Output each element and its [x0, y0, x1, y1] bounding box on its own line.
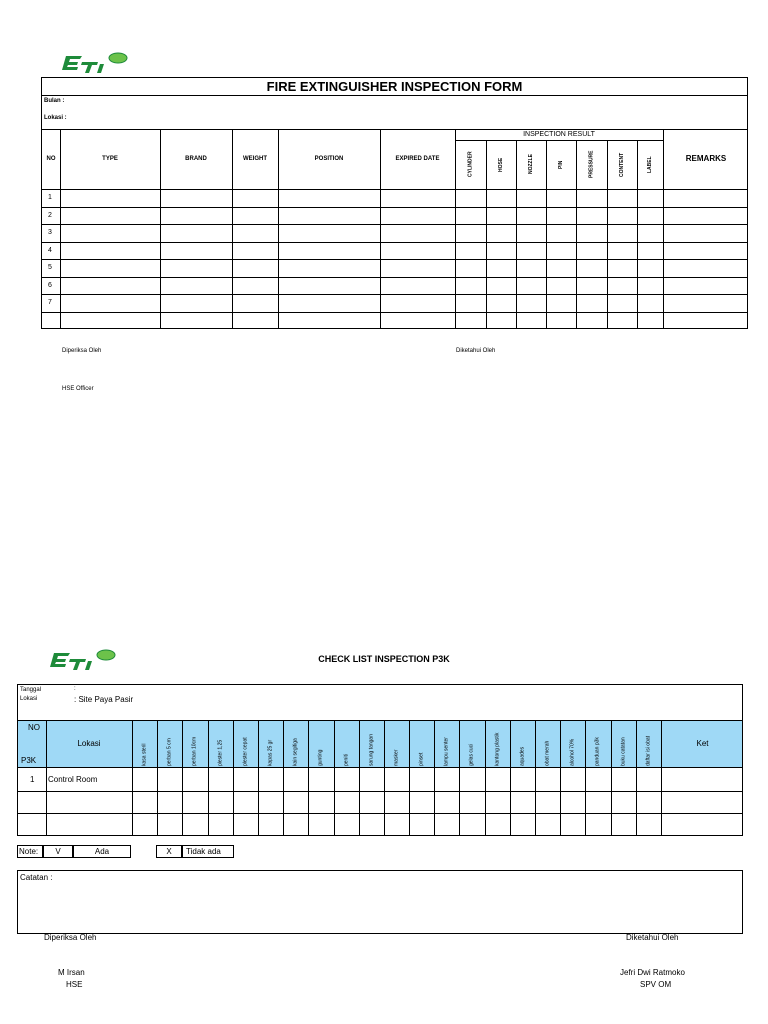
p3k-item-6: kain segitiga	[292, 738, 299, 766]
form1-row-number: 5	[48, 264, 52, 271]
note-x: X	[156, 845, 182, 858]
inspection-col-cylinder: CYLINDER	[467, 151, 474, 178]
form1-known-by: Diketahui Oleh	[456, 348, 496, 354]
col-remarks: REMARKS	[685, 154, 727, 163]
tanggal-value: :	[74, 686, 76, 692]
catatan-label: Catatan :	[20, 873, 53, 882]
p3k-item-14: kantong plastik	[494, 732, 501, 766]
form2-known-by: Diketahui Oleh	[626, 933, 679, 942]
inspection-col-pressure: PRESSURE	[588, 150, 595, 179]
note-v: V	[43, 845, 73, 858]
col-lokasi: Lokasi	[77, 739, 101, 748]
p3k-row-no: 1	[30, 775, 35, 784]
form1-row-number: 1	[48, 194, 52, 201]
p3k-item-1: perban 5 cm	[166, 738, 173, 766]
inspection-col-label: LABEL	[647, 156, 653, 173]
form1-row-number: 2	[48, 211, 52, 219]
p3k-item-11: pinset	[418, 752, 425, 766]
inspection-col-hose: HOSE	[498, 157, 504, 172]
checker-role: HSE	[66, 980, 83, 989]
form1-row-number: 6	[48, 281, 52, 289]
p3k-item-4: plester cepat	[242, 737, 249, 766]
col-weight: WEIGHT	[243, 156, 267, 162]
form1-row-number: 7	[48, 299, 52, 306]
lokasi-label: Lokasi :	[44, 115, 67, 121]
note-label: Note:	[17, 845, 43, 858]
fire-extinguisher-form	[41, 77, 748, 329]
col-no: NO	[46, 156, 56, 162]
p3k-item-7: gunting	[317, 749, 324, 766]
form1-officer: HSE Officer	[62, 386, 94, 392]
p3k-item-5: kapas 25 gr	[267, 739, 274, 766]
p3k-item-10: masker	[393, 749, 400, 766]
inspection-col-nozzle: NOZZLE	[528, 154, 534, 175]
p3k-item-13: gelas cuci	[469, 743, 476, 766]
known-role: SPV OM	[640, 980, 672, 989]
col-brand: BRAND	[185, 156, 207, 162]
lokasi-value: : Site Paya Pasir	[74, 695, 134, 704]
inspection-col-content: CONTENT	[619, 152, 625, 177]
p3k-item-18: panduan p3k	[595, 737, 602, 766]
p3k-item-9: sarung tangan	[368, 734, 375, 766]
p3k-item-3: plester 1,25	[217, 739, 224, 766]
form2-checked-by: Diperiksa Oleh	[44, 933, 97, 942]
p3k-row-lokasi: Control Room	[48, 775, 98, 784]
lokasi-label: Lokasi	[20, 696, 38, 702]
p3k-item-20: daftar isi obat	[645, 735, 652, 766]
inspection-result-header: INSPECTION RESULT	[523, 131, 595, 138]
note-ada: Ada	[73, 845, 131, 858]
col-type: TYPE	[102, 156, 118, 162]
bulan-label: Bulan :	[44, 98, 65, 104]
note-tidak-ada: Tidak ada	[182, 845, 234, 858]
p3k-item-0: kasa steril	[141, 743, 148, 766]
tanggal-label: Tanggal	[20, 687, 42, 693]
p3k-item-12: lampu senter	[443, 737, 450, 766]
col-ket: Ket	[696, 739, 709, 748]
inspection-col-pin: PIN	[558, 160, 564, 169]
form1-title: FIRE EXTINGUISHER INSPECTION FORM	[42, 78, 747, 96]
form2-title: CHECK LIST INSPECTION P3K	[318, 654, 450, 664]
form1-row-number: 4	[48, 246, 52, 254]
p3k-item-17: alcohol 70%	[569, 738, 576, 766]
form1-row-number: 3	[48, 229, 52, 236]
col-position: POSITION	[314, 156, 344, 162]
eti-logo	[58, 50, 138, 76]
p3k-checklist	[17, 684, 743, 836]
p3k-item-15: aquades	[519, 746, 526, 766]
known-name: Jefri Dwi Ratmoko	[620, 968, 685, 977]
p3k-item-8: peniti	[343, 754, 350, 766]
col-p3k-label: P3K	[21, 756, 37, 765]
p3k-item-19: buku catatan	[620, 737, 627, 766]
checker-name: M Irsan	[58, 968, 85, 977]
p3k-item-2: perban 10cm	[191, 736, 198, 766]
form1-checked-by: Diperiksa Oleh	[62, 348, 102, 354]
col-no-label: NO	[28, 723, 40, 732]
catatan-box	[17, 870, 743, 934]
p3k-item-16: obat merah	[544, 740, 551, 766]
col-expired-date: EXPIRED DATE	[395, 156, 440, 162]
